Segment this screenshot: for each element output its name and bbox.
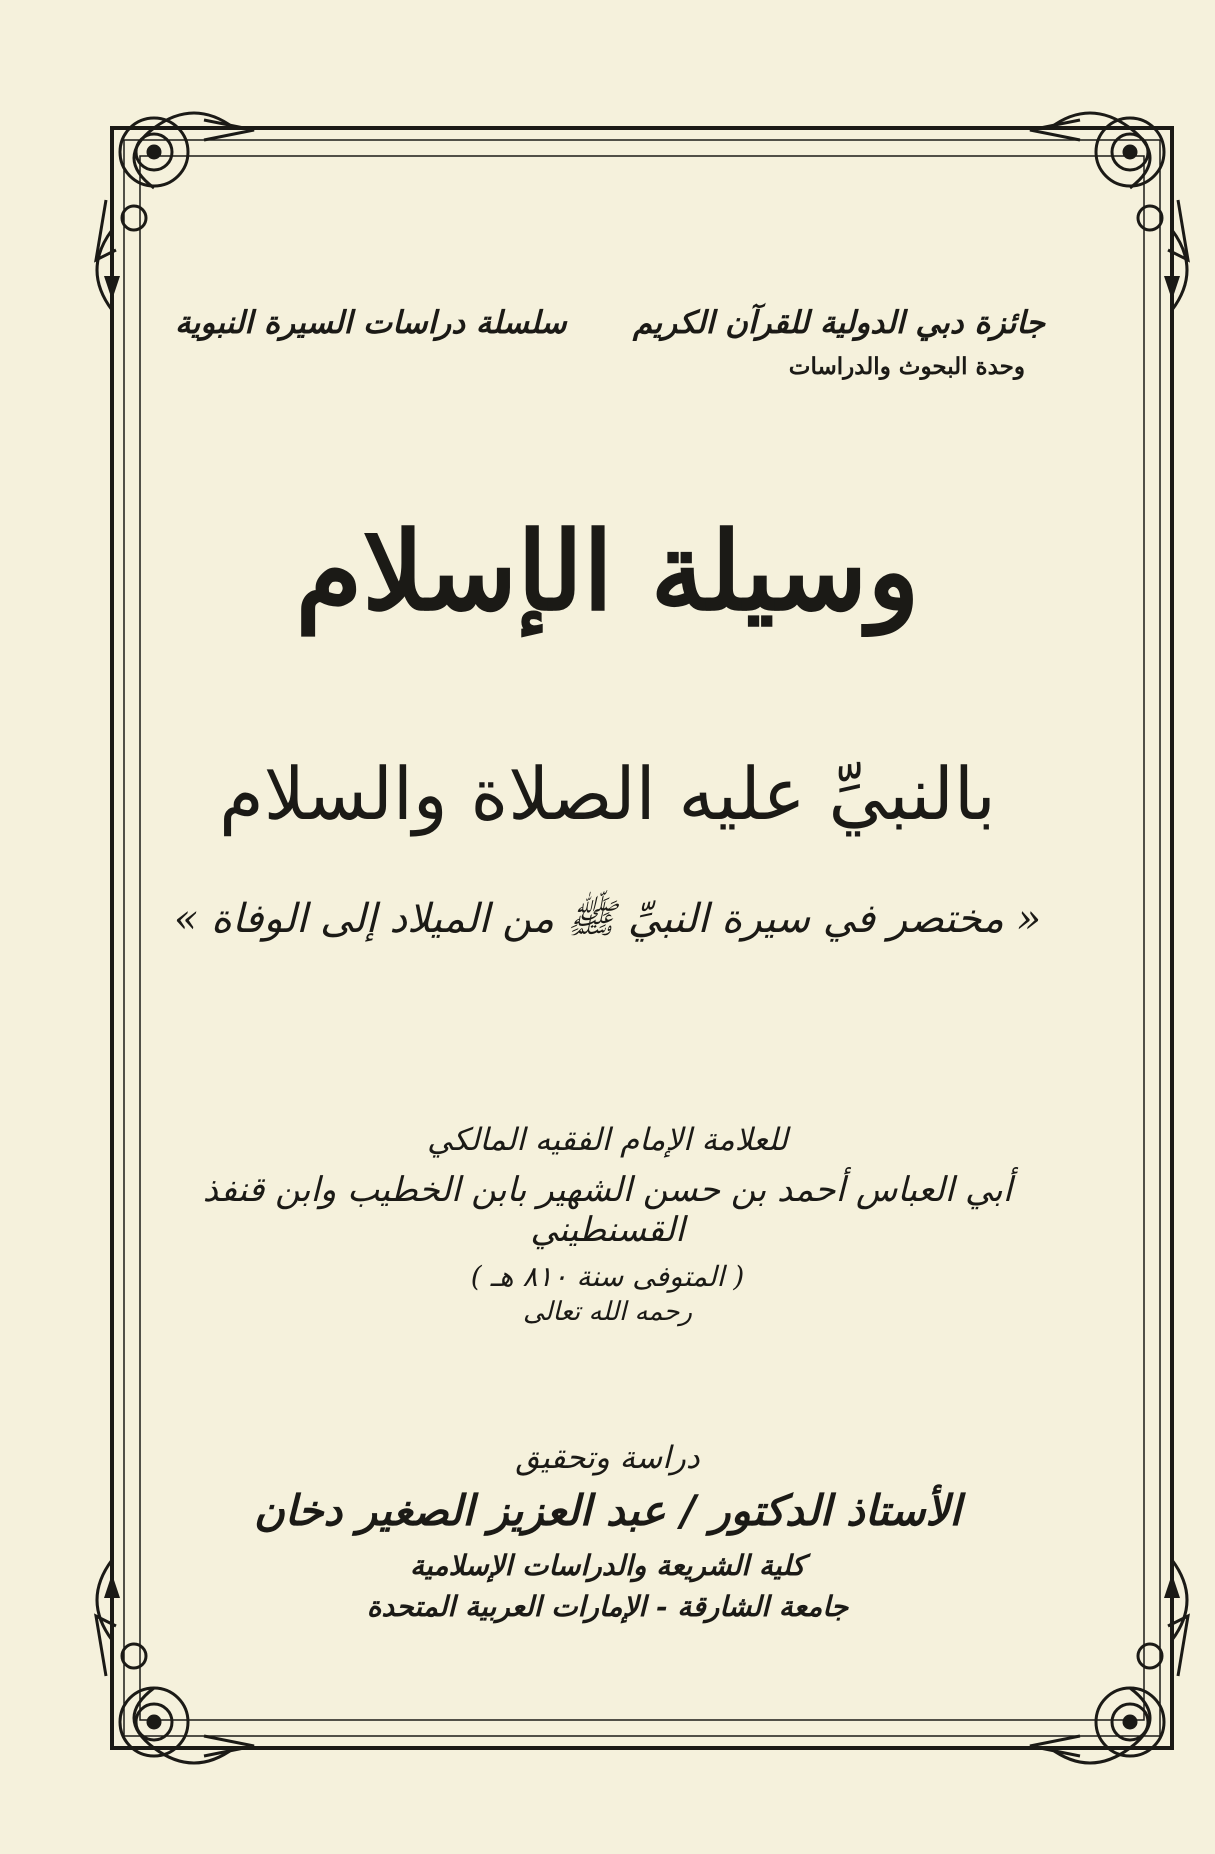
unit-subtitle: وحدة البحوث والدراسات (788, 353, 1025, 380)
series-title: سلسلة دراسات السيرة النبوية (175, 305, 567, 341)
editor-name: الأستاذ الدكتور / عبد العزيز الصغير دخان (253, 1486, 962, 1535)
series-header (175, 305, 567, 341)
book-title-line2: بالنبيِّ عليه الصلاة والسلام (219, 752, 996, 836)
author-block (140, 1122, 1075, 1327)
book-title: وسيلة الإسلام (295, 509, 920, 635)
author-blessing: رحمه الله تعالى (522, 1297, 693, 1327)
editor-college: كلية الشريعة والدراسات الإسلامية (410, 1549, 805, 1582)
book-subtitle: « مختصر في سيرة النبيِّ ﷺ من الميلاد إلى الوفاة » (173, 896, 1042, 942)
author-death-date: ( المتوفى سنة ٨١٠ هـ ) (470, 1260, 745, 1293)
editor-university: جامعة الشارقة - الإمارات العربية المتحدة (366, 1590, 849, 1623)
award-header (633, 305, 1045, 380)
award-title: جائزة دبي الدولية للقرآن الكريم (632, 305, 1045, 341)
study-label: دراسة وتحقيق (515, 1440, 700, 1476)
author-honorific: للعلامة الإمام الفقيه المالكي (427, 1122, 788, 1158)
author-name: أبي العباس أحمد بن حسن الشهير بابن الخطيب وابن قنفذ القسنطيني (202, 1170, 1013, 1250)
editor-block (140, 1440, 1075, 1623)
page-content (140, 140, 1075, 1710)
